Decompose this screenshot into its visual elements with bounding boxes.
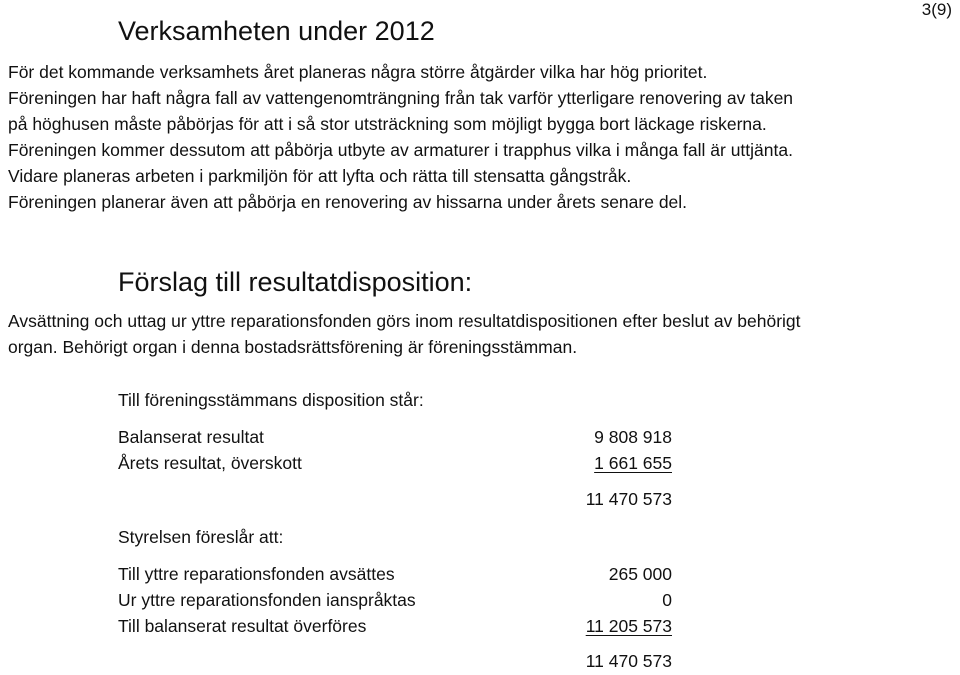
- proposal-row-total: [118, 651, 672, 675]
- proposal-intro: Styrelsen föreslår att:: [118, 527, 284, 547]
- section-title-resultatdisposition: Förslag till resultatdisposition:: [118, 267, 473, 297]
- section-title-verksamheten: Verksamheten under 2012: [118, 16, 435, 46]
- row-value: 1 661 655: [594, 453, 672, 473]
- row-value: 11 470 573: [585, 489, 672, 509]
- disposition-row-arets-resultat: [118, 453, 672, 477]
- paragraph-line: För det kommande verksamhets året planeras några större åtgärder vilka har hög prioritet.: [8, 62, 708, 82]
- proposal-row-ianspraktas: [118, 590, 672, 614]
- row-label: Balanserat resultat: [118, 427, 264, 447]
- row-value: 11 205 573: [585, 616, 672, 636]
- row-label: Till balanserat resultat överföres: [118, 616, 367, 636]
- paragraph-line: Föreningen har haft några fall av vattengenomträngning från tak varför ytterligare renovering av taken: [8, 88, 794, 108]
- row-label: Årets resultat, överskott: [118, 453, 302, 473]
- paragraph-line: organ. Behörigt organ i denna bostadsrättsförening är föreningsstämman.: [8, 337, 578, 357]
- paragraph-line: Föreningen planerar även att påbörja en renovering av hissarna under årets senare del.: [8, 192, 688, 212]
- paragraph-line: Vidare planeras arbeten i parkmiljön för att lyfta och rätta till stensatta gångstråk.: [8, 166, 632, 186]
- proposal-row-avsattes: [118, 564, 672, 588]
- resultatdisposition-paragraph: [8, 308, 801, 360]
- row-value: 0: [662, 590, 672, 610]
- row-value: 9 808 918: [594, 427, 672, 447]
- disposition-row-total: [118, 489, 672, 513]
- paragraph-line: på höghusen måste påbörjas för att i så stor utsträckning som möjligt bygga bort läckage riskerna.: [8, 114, 767, 134]
- disposition-intro: Till föreningsstämmans disposition står:: [118, 390, 424, 410]
- page-number: 3(9): [921, 0, 952, 19]
- row-value: 265 000: [608, 564, 672, 584]
- row-label: Till yttre reparationsfonden avsättes: [118, 564, 395, 584]
- proposal-row-overfores: [118, 616, 672, 640]
- disposition-row-balanserat: [118, 427, 672, 451]
- paragraph-line: Föreningen kommer dessutom att påbörja utbyte av armaturer i trapphus vilka i många fall är uttjänta.: [8, 140, 793, 160]
- row-label: Ur yttre reparationsfonden ianspråktas: [118, 590, 416, 610]
- verksamheten-paragraph: [8, 59, 793, 215]
- paragraph-line: Avsättning och uttag ur yttre reparationsfonden görs inom resultatdispositionen efter beslut av behörigt: [8, 311, 801, 331]
- row-value: 11 470 573: [585, 651, 672, 671]
